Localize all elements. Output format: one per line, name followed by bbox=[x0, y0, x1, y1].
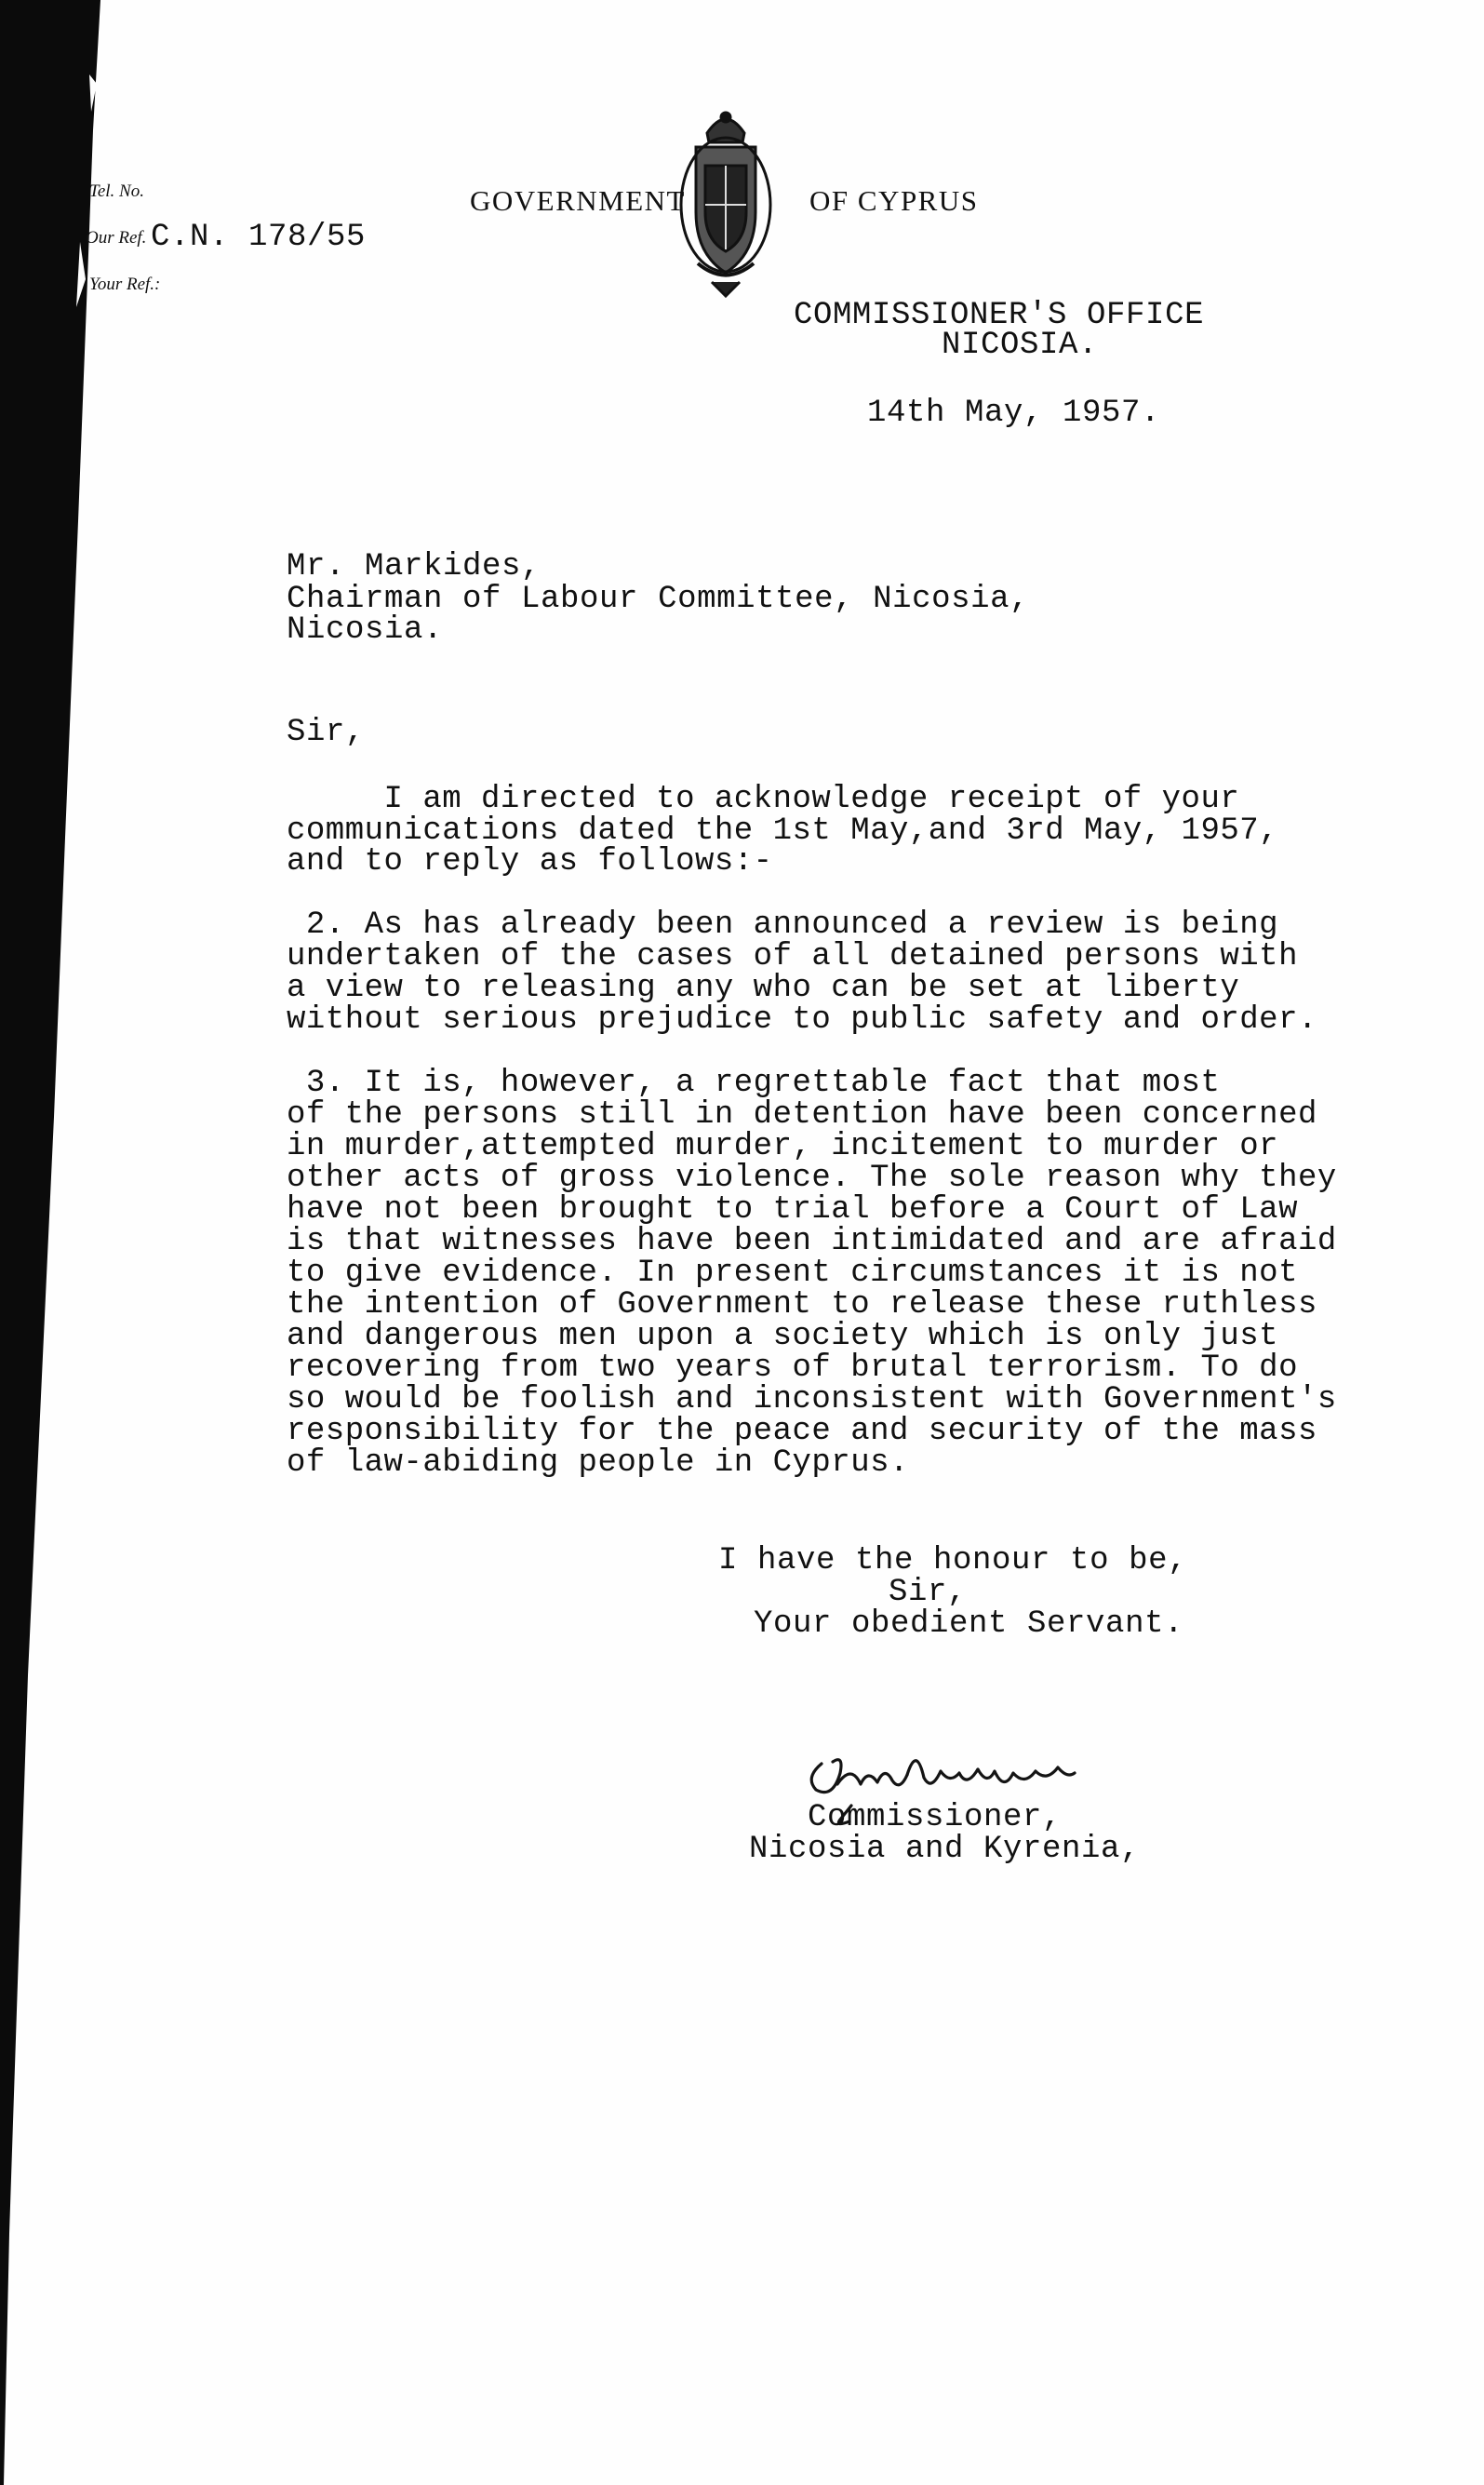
paragraph-line: in murder,attempted murder, incitement to murder or bbox=[287, 1129, 1279, 1164]
paragraph-line: recovering from two years of brutal terrorism. To do bbox=[287, 1350, 1298, 1386]
paragraph-line: responsibility for the peace and security of the mass bbox=[287, 1414, 1317, 1449]
our-ref-label: Our Ref. bbox=[86, 228, 147, 248]
your-ref-label: Your Ref.: bbox=[89, 275, 161, 294]
scan-edge-shadow bbox=[0, 0, 121, 2485]
paragraph-line: so would be foolish and inconsistent with Government's bbox=[287, 1382, 1337, 1417]
salutation: Sir, bbox=[287, 715, 366, 750]
closing-line-2: Sir, bbox=[889, 1575, 968, 1610]
paragraph-line: 2. As has already been announced a review is being bbox=[287, 907, 1279, 943]
paragraph-line: and to reply as follows:- bbox=[287, 844, 773, 880]
paragraph-line: of law-abiding people in Cyprus. bbox=[287, 1445, 909, 1481]
paragraph-line: and dangerous men upon a society which is only just bbox=[287, 1319, 1279, 1354]
paragraph-line: is that witnesses have been intimidated and are afraid bbox=[287, 1224, 1337, 1259]
signatory-title: Commissioner, bbox=[808, 1800, 1063, 1835]
paragraph-line: communications dated the 1st May,and 3rd May, 1957, bbox=[287, 813, 1279, 849]
letterhead-government: GOVERNMENT bbox=[470, 184, 686, 217]
office-line-1: COMMISSIONER'S OFFICE bbox=[794, 298, 1205, 333]
paragraph-line: I am directed to acknowledge receipt of your bbox=[287, 782, 1240, 817]
paragraph-line: a view to releasing any who can be set at liberty bbox=[287, 971, 1240, 1006]
paragraph-line: undertaken of the cases of all detained persons with bbox=[287, 939, 1298, 974]
paragraph-line: 3. It is, however, a regrettable fact that most bbox=[287, 1066, 1221, 1101]
signatory-district: Nicosia and Kyrenia, bbox=[749, 1832, 1141, 1867]
tel-no-label: Tel. No. bbox=[89, 181, 144, 201]
letter-date: 14th May, 1957. bbox=[867, 396, 1161, 431]
closing-line-3: Your obedient Servant. bbox=[754, 1606, 1184, 1642]
office-line-2: NICOSIA. bbox=[942, 328, 1099, 363]
paragraph-line: other acts of gross violence. The sole reason why they bbox=[287, 1161, 1337, 1196]
recipient-name: Mr. Markides, bbox=[287, 549, 541, 584]
royal-coat-of-arms-icon bbox=[670, 101, 782, 301]
paragraph-line: the intention of Government to release these ruthless bbox=[287, 1287, 1317, 1323]
closing-line-1: I have the honour to be, bbox=[718, 1543, 1188, 1578]
paragraph-line: have not been brought to trial before a Court of Law bbox=[287, 1192, 1298, 1228]
recipient-title: Chairman of Labour Committee, Nicosia, bbox=[287, 582, 1030, 617]
recipient-city: Nicosia. bbox=[287, 612, 444, 648]
paragraph-line: without serious prejudice to public safety and order. bbox=[287, 1002, 1317, 1038]
paragraph-line: of the persons still in detention have been concerned bbox=[287, 1097, 1317, 1133]
our-ref-value: C.N. 178/55 bbox=[151, 220, 367, 255]
paragraph-line: to give evidence. In present circumstances it is not bbox=[287, 1256, 1298, 1291]
letterhead-of-cyprus: OF CYPRUS bbox=[809, 184, 979, 217]
